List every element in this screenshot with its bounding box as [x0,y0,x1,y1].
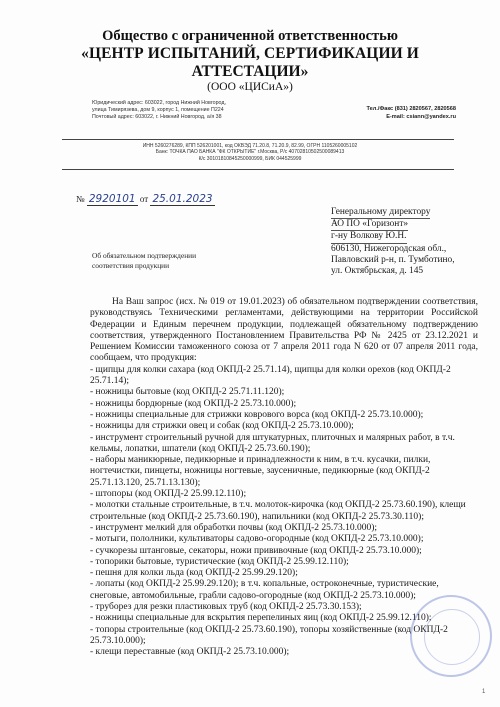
org-name-line3: АТТЕСТАЦИИ» [191,63,309,80]
subject-line: соответствия продукции [92,260,170,270]
subject-line: Об обязательном подтверждении [92,251,197,260]
legal-address-block [92,100,226,121]
legal-address-line: Юридический адрес: 603022, город Нижний Новгород, [92,100,226,106]
addressee-line: Генеральному директору [331,207,430,219]
list-item: - наборы маникюрные, педикюрные и принадлежности к ним, в т.ч. кусачки, пилки, ногтечистки, пинцеты, ножницы ногтевые, заусеничные, педикюрные (код ОКПД-2 25.71.13.120, 25.71.13.130); [90,455,431,488]
date-label: от [139,194,149,204]
list-item: - ножницы для стрижки овец и собак (код ОКПД-2 25.73.10.000); [90,421,354,432]
number-label: № [76,194,85,204]
list-item: - ножницы бордюрные (код ОКПД-2 25.73.10.000); [90,398,297,409]
list-item: - клещи переставные (код ОКПД-2 25.73.10.000); [90,647,290,658]
list-item: - штопоры (код ОКПД-2 25.99.12.110); [90,489,247,500]
list-item: - ножницы специальные для стрижки коврового ворса (код ОКПД-2 25.73.10.000); [90,409,424,420]
list-item: - инструмент строительный ручной для штукатурных, плиточных и малярных работ, в т.ч. кельмы, лопатки, шпатели (код ОКПД-2 25.73.60.190); [90,432,455,454]
email: E-mail: csiann@yandex.ru [386,114,456,120]
bank-details [0,143,500,162]
phone-fax: Тел./Факс (831) 2820567, 2820568 [366,106,456,112]
seal-inner-ring [424,609,480,665]
registration-number [76,193,215,205]
header-divider-bottom [62,169,454,170]
org-name-line1: Общество с ограниченной ответственностью [102,28,398,44]
addressee-line: г-ну Волкову Ю.Н. [331,231,407,243]
org-name-line2: «ЦЕНТР ИСПЫТАНИЙ, СЕРТИФИКАЦИИ И [81,45,419,62]
addressee-address-line: Павловский р-н, п. Тумботино, [331,254,455,265]
page-number: 1 [482,689,486,695]
bank-line: Банк: ТОЧКА ПАО БАНКА "ФК ОТКРЫТИЕ" г.Москва, Р/с 40702810502500089413 [155,149,345,156]
list-item: - мотыги, пололники, культиваторы садово-огородные (код ОКПД-2 25.73.10.000); [90,534,424,545]
legal-address-line: улица Тимирязева, дом 9, корпус 1, помещение П224 [92,107,224,113]
addressee-line: АО ПО «Горизонт» [331,219,408,231]
list-item: - ножницы бытовые (код ОКПД-2 25.71.11.120); [90,387,285,398]
bank-line: К/с 30101810845250000999, БИК 044525999 [198,155,302,162]
list-item: - молотки стальные строительные, в т.ч. молоток-кирочка (код ОКПД-2 25.73.60.190), клещи строительные (код ОКПД-2 25.73.60.190), напильники (код ОКПД-2 25.73.30.110); [90,500,466,522]
list-item: - лопаты (код ОКПД-2 25.99.29.120); в т.ч. копальные, остроконечные, туристические, снеговые, автомобильные, грабли садово-огородные (код ОКПД-2 25.73.10.000); [90,579,439,601]
list-item: - ножницы специальные для вскрытия перепелиных яиц (код ОКПД-2 25.99.12.110); [90,613,432,624]
header-divider-top [62,139,454,140]
list-item: - пешня для колки льда (код ОКПД-2 25.99.29.120); [90,568,298,579]
addressee-address-line: ул. Октябрьская, д. 145 [331,266,424,277]
bank-line: ИНН 5260276289, КПП 526201001, код ОКВЭД 71.20.8, 71.20.9, 82.99, ОГРН 1105260005102 [142,143,358,149]
list-item: - труборез для резки пластиковых труб (код ОКПД-2 25.73.30.153); [90,602,362,613]
addressee-address-line: 606130, Нижегородская обл., [331,243,447,254]
letter-body [90,297,478,659]
company-seal-stamp [410,595,492,677]
org-short-name: (ООО «ЦИСиА») [207,81,293,93]
intro-paragraph: На Ваш запрос (исх. № 019 от 19.01.2023) об обязательном подтверждении соответствия, руководствуясь Техническими регламентами, действующими на территории Российской Федерации и Единым перечнем продукции, подлежащей обязательному подтверждению соответствия, утвержденного Постановлением Правительства РФ № 2425 от 23.12.2021 и Решением Комиссии таможенного союза от 7 апреля 2011 года N 620 от 07 апреля 2011 года, сообщаем, что продукция: [90,297,478,364]
postal-address-line: Почтовый адрес: 603022, г. Нижний Новгород, а/я 38 [92,114,222,120]
list-item: - топоры строительные (код ОКПД-2 25.73.60.190), топоры хозяйственные (код ОКПД-2 25.73.10.000); [90,624,448,646]
letter-date: 25.01.2023 [152,193,213,205]
contacts-block [367,105,456,121]
list-item: - топорики бытовые, туристические (код ОКПД-2 25.99.12.110); [90,556,349,567]
letter-number: 2920101 [88,193,136,205]
list-item: - сучкорезы штанговые, секаторы, ножи прививочные (код ОКПД-2 25.73.10.000); [90,545,422,556]
list-item: - щипцы для колки сахара (код ОКПД-2 25.71.14), щипцы для колки орехов (код ОКПД-2 25.71.14); [90,364,451,387]
letter-subject [92,251,196,270]
list-item: - инструмент мелкий для обработки почвы (код ОКПД-2 25.73.10.000); [90,522,378,533]
addressee-block [331,207,455,277]
